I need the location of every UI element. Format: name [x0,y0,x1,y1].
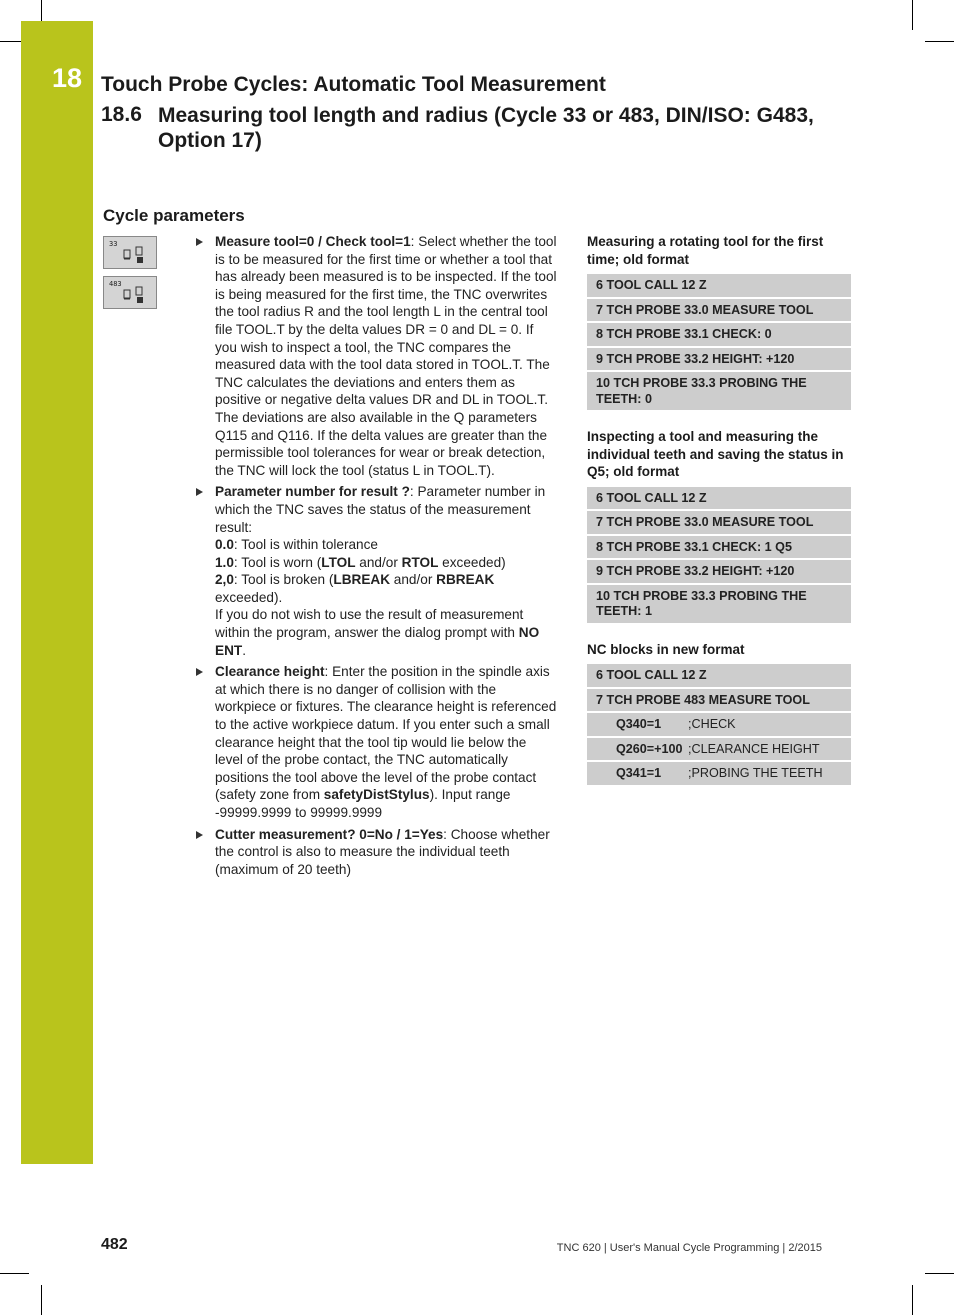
example-heading: Measuring a rotating tool for the first time; old format [587,234,824,267]
nc-block: 7 TCH PROBE 33.0 MEASURE TOOL [587,299,851,324]
nc-block: 6 TOOL CALL 12 Z [587,664,851,689]
tolerance-name: RBREAK [436,572,495,588]
parameter-item [194,663,558,821]
result-text: : Tool is broken ( [233,572,334,588]
parameter-name: Cutter measurement? 0=No / 1=Yes [215,826,444,842]
parameter-note: If you do not wish to use the result of measurement within the program, answer the dialog prompt with [215,607,524,641]
parameter-note: . [242,642,246,658]
parameter-list [194,233,558,882]
tolerance-name: LTOL [321,554,356,570]
crop-mark [925,1273,954,1274]
result-text: exceeded) [438,554,506,570]
tool-probe-icon [122,285,152,305]
nc-block: 10 TCH PROBE 33.3 PROBING THE TEETH: 1 [587,585,851,625]
bullet-arrow-icon [196,488,203,496]
example-heading: NC blocks in new format [587,641,745,657]
no-ent-key: NO ENT [215,625,540,658]
nc-block-list [587,664,851,787]
result-text: and/or [390,572,437,588]
result-text: : Tool is within tolerance [233,537,378,553]
result-value: 1.0 [215,554,234,570]
nc-block: 9 TCH PROBE 33.2 HEIGHT: +120 [587,560,851,585]
crop-mark [0,1273,29,1274]
softkey-cycle-483 [103,276,157,309]
crop-mark [41,1285,42,1315]
cycle-parameters-heading: Cycle parameters [103,206,245,225]
parameter-description: : Parameter number in which the TNC saves the status of the measurement result: [215,484,546,535]
chapter-title: Touch Probe Cycles: Automatic Tool Measurement [101,73,606,96]
crop-mark [0,41,21,42]
parameter-item [194,826,558,879]
result-value: 0.0 [215,537,234,553]
examples-column [587,233,851,803]
nc-block-list [587,487,851,625]
parameter-name: Parameter number for result ? [215,484,410,500]
parameter-description: : Choose whether the control is also to measure the individual teeth (maximum of 20 teeth) [215,826,550,877]
crop-mark [41,0,42,21]
softkey-label: 33 [109,240,118,248]
nc-block: 7 TCH PROBE 33.0 MEASURE TOOL [587,511,851,536]
chapter-number: 18 [52,63,83,93]
parameter-name: Measure tool=0 / Check tool=1 [215,234,411,249]
nc-block: 8 TCH PROBE 33.1 CHECK: 0 [587,323,851,348]
nc-block-list [587,274,851,412]
tolerance-name: RTOL [401,554,439,570]
parameter-item [194,233,558,479]
bullet-arrow-icon [196,238,203,246]
bullet-arrow-icon [196,668,203,676]
crop-mark [912,1285,913,1315]
nc-param: Q340=1 [616,717,662,731]
section-title: Measuring tool length and radius (Cycle 33 or 483, DIN/ISO: G483, Option 17) [158,104,814,152]
result-text: : Tool is worn ( [233,554,322,570]
nc-param: Q341=1 [616,766,662,780]
result-text: and/or [355,554,402,570]
footer-text: TNC 620 | User's Manual Cycle Programming | 2/2015 [556,1242,822,1254]
example-heading: Inspecting a tool and measuring the individual teeth and saving the status in Q5; old format [587,429,844,479]
nc-param-row [587,713,851,738]
nc-param-row [587,762,851,787]
parameter-description: : Select whether the tool is to be measured for the first time or whether a tool that has already been measured is to be inspected. If the tool is being measured for the first time, the TNC overwrites the tool radius R and the tool length L in the central tool file TOOL.T by the delta values DR = 0 and DL = 0. If you wish to inspect a tool, the TNC compares the measured data with the tool data stored in TOOL.T. The TNC calculates the deviations and enters them as positive or negative delta values DR and DL in TOOL.T. The deviations are also available in the Q parameters Q115 and Q116. If the delta values are greater than the permissible tool tolerances for wear or break detection, the TNC will lock the tool (status L in TOOL.T). [215,234,557,478]
section-number: 18.6 [101,103,142,126]
nc-comment: ;CLEARANCE HEIGHT [688,741,820,756]
tool-probe-icon [122,245,152,265]
parameter-name: Clearance height [215,664,325,680]
machine-parameter-name: safetyDistStylus [323,787,430,803]
parameter-description: : Enter the position in the spindle axis at which there is no danger of collision with the workpiece or fixtures. The clearance height is referenced to the active workpiece datum. If you enter such a small clearance height that the tool tip would lie below the level of the probe contact, the TNC automatically positions the tool above the level of the probe contact (safety zone from [215,664,557,803]
result-value: 2,0 [215,572,234,588]
nc-block: 10 TCH PROBE 33.3 PROBING THE TEETH: 0 [587,372,851,412]
bullet-arrow-icon [196,831,203,839]
parameter-description: ). Input range -99999.9999 to 99999.9999 [215,787,511,820]
nc-block: 6 TOOL CALL 12 Z [587,274,851,299]
nc-block: 6 TOOL CALL 12 Z [587,487,851,512]
nc-param-row [587,738,851,763]
page-number: 482 [101,1236,128,1253]
nc-block: 7 TCH PROBE 483 MEASURE TOOL [587,689,851,714]
nc-param: Q260=+100 [616,741,683,756]
nc-comment: ;PROBING THE TEETH [688,766,823,780]
chapter-band [21,21,93,1164]
parameter-item [194,483,558,659]
nc-comment: ;CHECK [688,717,736,731]
crop-mark [925,41,954,42]
result-text: exceeded). [215,589,283,605]
softkey-cycle-33 [103,236,157,269]
softkey-label: 483 [109,280,122,288]
nc-block: 8 TCH PROBE 33.1 CHECK: 1 Q5 [587,536,851,561]
tolerance-name: LBREAK [333,572,391,588]
nc-block: 9 TCH PROBE 33.2 HEIGHT: +120 [587,348,851,373]
crop-mark [912,0,913,30]
